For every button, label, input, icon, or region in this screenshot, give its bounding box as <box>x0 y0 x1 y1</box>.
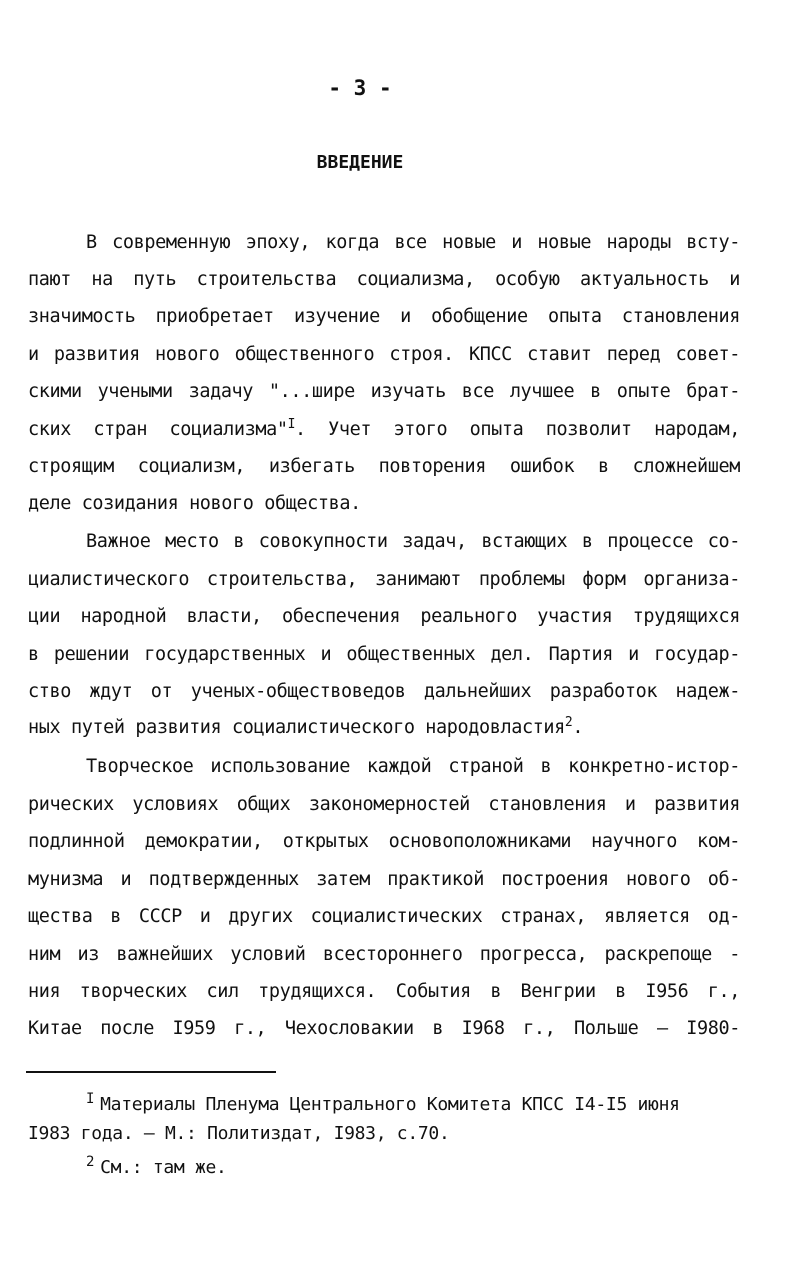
footnote-1 <box>86 1093 680 1117</box>
footnote-2 <box>86 1156 227 1180</box>
text-line: мунизма и подтвержденных затем практикой построения нового об- <box>28 869 740 890</box>
footnote-text: См.: там же. <box>100 1157 227 1178</box>
text-line: ния творческих сил трудящихся. События в Венгрии в I956 г., <box>28 981 740 1002</box>
text-line: В современную эпоху, когда все новые и новые народы всту- <box>86 232 740 253</box>
text-line: строящим социализм, избегать повторения ошибок в сложнейшем <box>28 456 740 477</box>
text-line <box>28 418 740 442</box>
text-line: в решении государственных и общественных дел. Партия и государ- <box>28 644 740 665</box>
footnote-separator <box>26 1071 276 1073</box>
footnote-1-continuation: I983 года. — М.: Политиздат, I983, с.70. <box>28 1123 450 1144</box>
text-line: ство ждут от ученых-обществоведов дальнейших разработок надеж- <box>28 681 740 702</box>
text-line: значимость приобретает изучение и обобщение опыта становления <box>28 306 740 327</box>
text-line: подлинной демократии, открытых основоположниками научного ком- <box>28 831 740 852</box>
footnote-reference: 2 <box>564 714 573 730</box>
text-line: Важное место в совокупности задач, встающих в процессе со- <box>86 531 740 552</box>
text-line: скими учеными задачу "...шире изучать все лучшее в опыте брат- <box>28 381 740 402</box>
text-line: щества в СССР и других социалистических странах, является од- <box>28 906 740 927</box>
footnote-reference: I <box>287 416 296 432</box>
text-line: Творческое использование каждой страной в конкретно-истор- <box>86 756 740 777</box>
footnote-text: Материалы Пленума Центрального Комитета КПСС I4-I5 июня <box>100 1094 680 1115</box>
text-line: рических условиях общих закономерностей становления и развития <box>28 794 740 815</box>
section-heading: ВВЕДЕНИЕ <box>316 152 404 173</box>
text-line: ним из важнейших условий всестороннего прогресса, раскрепоще - <box>28 944 740 965</box>
text-line: ции народной власти, обеспечения реального участия трудящихся <box>28 606 740 627</box>
page-number: - 3 - <box>328 76 392 100</box>
text-line: и развития нового общественного строя. КПСС ставит перед совет- <box>28 344 740 365</box>
text-line: ных путей развития социалистического народовластия$^2$. <box>28 714 584 738</box>
text-line: пают на путь строительства социализма, особую актуальность и <box>28 269 740 290</box>
text-segment: ских стран социализма" <box>28 419 288 440</box>
footnote-mark: 2 <box>86 1154 95 1170</box>
text-segment: . Учет этого опыта позволит народам, <box>295 419 740 440</box>
text-line: Китае после I959 г., Чехословакии в I968 г., Польше — I980- <box>28 1018 740 1039</box>
text-line: деле созидания нового общества. <box>28 493 361 514</box>
footnote-mark: I <box>86 1091 95 1107</box>
text-line: циалистического строительства, занимают проблемы форм организа- <box>28 569 740 590</box>
text-segment: ных путей развития социалистического народовластия <box>28 717 565 738</box>
